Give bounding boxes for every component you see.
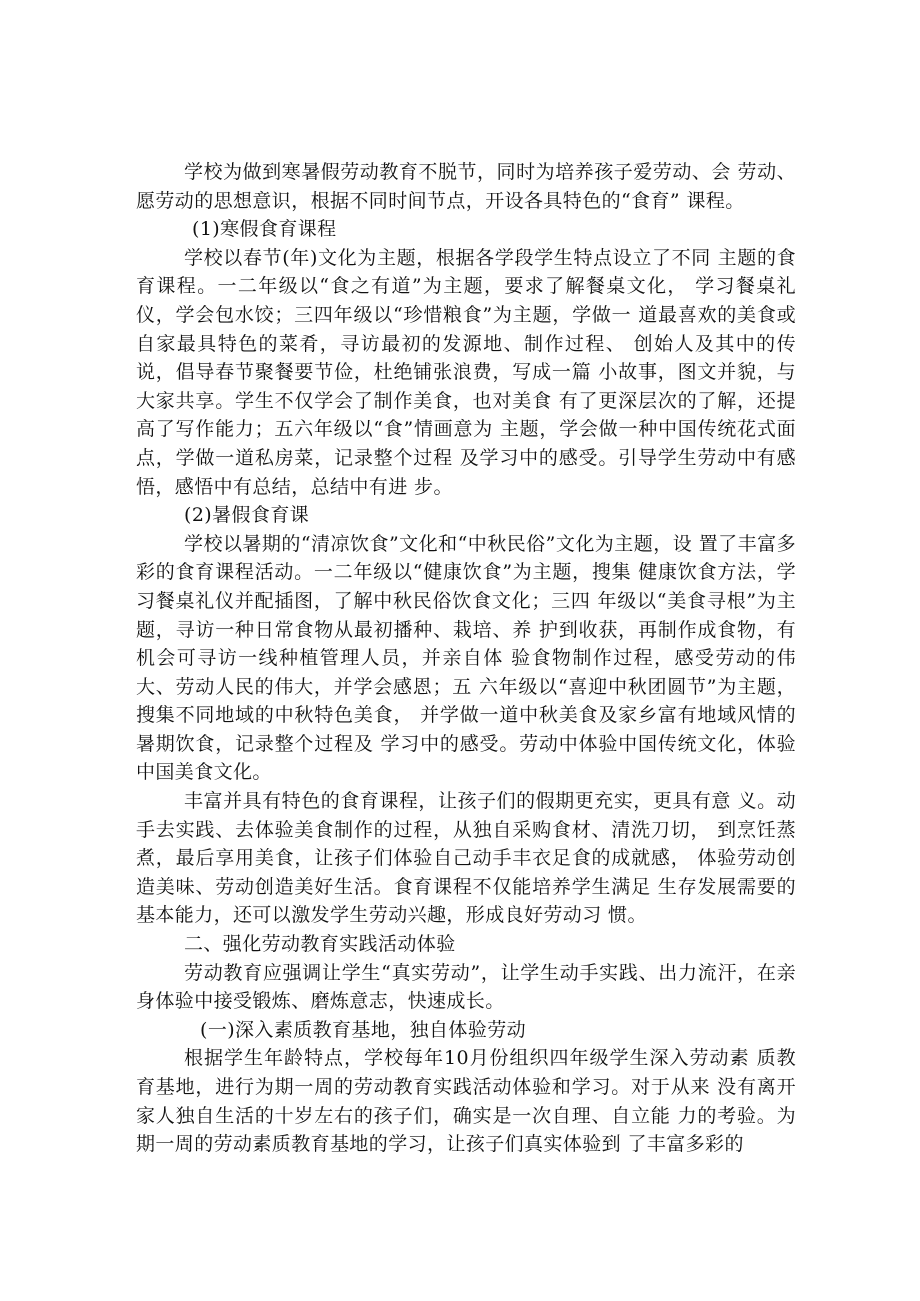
summer-course-heading: (2)暑假食育课	[184, 504, 310, 527]
summer-course-paragraph: 学校以暑期的“清凉饮食”文化和“中秋民俗”文化为主题，设 置了丰富多彩的食育课程活动。一二年级以“健康饮食”为主题，搜集 健康饮食方法，学习餐桌礼仪并配插图，了解中秋民俗饮食文化；三四 年级以“美食寻根”为主题，寻访一种日常食物从最初播种、栽培、养 护到收获，再制作成食物，有机会可寻访一线种植管理人员，并亲自体 验食物制作过程，感受劳动的伟大、劳动人民的伟大，并学会感恩；五 六年级以“喜迎中秋团圆节”为主题，搜集不同地域的中秋特色美食， 并学做一道中秋美食及家乡富有地域风情的暑期饮食，记录整个过程及 学习中的感受。劳动中体验中国传统文化，体验中国美食文化。	[136, 532, 796, 784]
section-two-heading: 二、强化劳动教育实践活动体验	[184, 933, 456, 956]
winter-course-paragraph: 学校以春节(年)文化为主题，根据各学段学生特点设立了不同 主题的食育课程。一二年级以“食之有道”为主题，要求了解餐桌文化， 学习餐桌礼仪，学会包水饺；三四年级以“珍惜粮食”为主题，学做一 道最喜欢的美食或自家最具特色的菜肴，寻访最初的发源地、制作过程、 创始人及其中的传说，倡导春节聚餐要节俭，杜绝铺张浪费，写成一篇 小故事，图文并貌，与大家共享。学生不仅学会了制作美食，也对美食 有了更深层次的了解，还提高了写作能力；五六年级以“食”情画意为 主题，学会做一种中国传统花式面点，学做一道私房菜，记录整个过程 及学习中的感受。引导学生劳动中有感悟，感悟中有总结，总结中有进 步。	[136, 246, 796, 498]
base-experience-paragraph: 根据学生年龄特点，学校每年10月份组织四年级学生深入劳动素 质教育基地，进行为期一周的劳动教育实践活动体验和学习。对于从来 没有离开家人独自生活的十岁左右的孩子们，确实是一次自理、自立能 力的考验。为期一周的劳动素质教育基地的学习，让孩子们真实体验到 了丰富多彩的	[136, 1047, 796, 1156]
base-experience-heading: (一)深入素质教育基地，独自体验劳动	[200, 1018, 527, 1041]
document-body	[136, 158, 796, 1159]
section-two-paragraph: 劳动教育应强调让学生“真实劳动”，让学生动手实践、出力流汗，在亲身体验中接受锻炼、磨炼意志，快速成长。	[136, 961, 796, 1013]
winter-course-heading: (1)寒假食育课程	[192, 218, 337, 241]
intro-paragraph: 学校为做到寒暑假劳动教育不脱节，同时为培养孩子爱劳动、会 劳动、愿劳动的思想意识，根据不同时间节点，开设各具特色的“食育” 课程。	[136, 161, 796, 212]
course-summary-paragraph: 丰富并具有特色的食育课程，让孩子们的假期更充实，更具有意 义。动手去实践、去体验美食制作的过程，从独自采购食材、清洗刀切， 到烹饪蒸煮，最后享用美食，让孩子们体验自己动手丰衣足食的成就感， 体验劳动创造美味、劳动创造美好生活。食育课程不仅能培养学生满足 生存发展需要的基本能力，还可以激发学生劳动兴趣，形成良好劳动习 惯。	[136, 790, 796, 927]
